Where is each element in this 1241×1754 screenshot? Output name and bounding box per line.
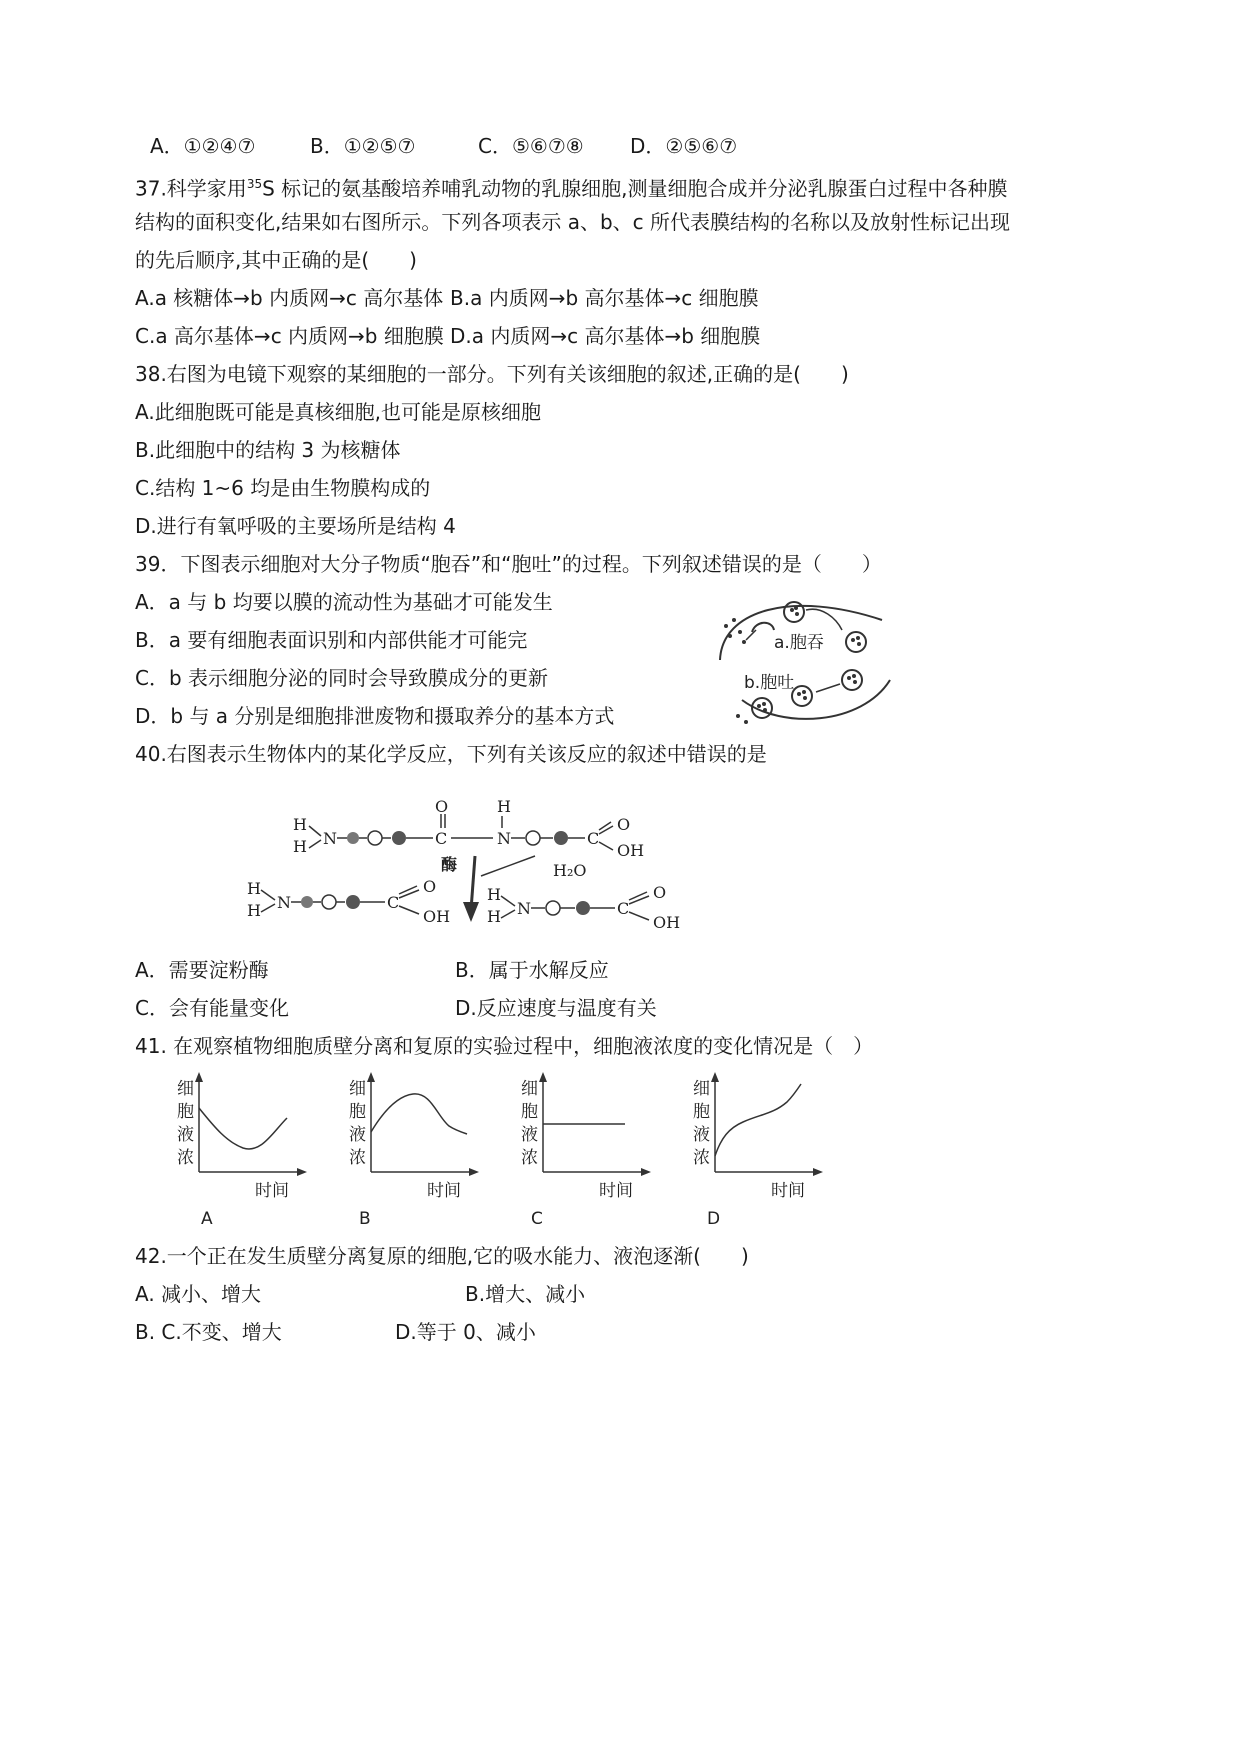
q39-option-c: C．b 表示细胞分泌的同时会导致膜成分的更新 (135, 666, 549, 690)
graph-d-ylabel-2: 胞 (693, 1102, 710, 1122)
bl-c: C (387, 893, 400, 912)
top-h3: H (497, 800, 511, 816)
q38-option-a: A.此细胞既可能是真核细胞,也可能是原核细胞 (135, 400, 542, 424)
graph-c (521, 1072, 651, 1229)
br-n: N (517, 899, 531, 918)
graph-b-ylabel-4: 浓 (349, 1148, 366, 1168)
q40-option-b: B．属于水解反应 (455, 958, 609, 982)
graph-a-ylabel-4: 浓 (177, 1148, 194, 1168)
graph-d-ylabel-3: 液 (693, 1125, 710, 1145)
q36-option-c: C．⑤⑥⑦⑧ (478, 134, 584, 158)
q38-option-b: B.此细胞中的结构 3 为核糖体 (135, 438, 401, 462)
q41-stem: 41. 在观察植物细胞质壁分离和复原的实验过程中，细胞液浓度的变化情况是（ ） (135, 1034, 874, 1058)
bl-h2: H (247, 901, 261, 920)
q42-option-c: B. C.不变、增大 (135, 1320, 282, 1344)
q40-option-d: D.反应速度与温度有关 (455, 996, 657, 1020)
graph-c-xlabel: 时间 (599, 1181, 633, 1201)
graph-c-label: C (531, 1209, 543, 1229)
q38-stem: 38.右图为电镜下观察的某细胞的一部分。下列有关该细胞的叙述,正确的是( ) (135, 362, 849, 386)
top-oh: OH (617, 841, 645, 860)
q39-option-b: B．a 要有细胞表面识别和内部供能才可能完 (135, 628, 528, 652)
q42-stem: 42.一个正在发生质壁分离复原的细胞,它的吸水能力、液泡逐渐( ) (135, 1244, 749, 1268)
br-h1: H (487, 885, 501, 904)
enzyme-label: 酶 (441, 855, 458, 874)
q40-option-a: A．需要淀粉酶 (135, 958, 269, 982)
top-n2: N (497, 829, 511, 848)
graph-d-ylabel-1: 细 (693, 1079, 710, 1099)
br-h2: H (487, 907, 501, 926)
q37-stem-prefix: 37.科学家用 (135, 176, 247, 201)
q37-option-a: A.a 核糖体→b 内质网→c 高尔基体 (135, 286, 444, 310)
bl-oh: OH (423, 907, 451, 926)
dipeptide-hydrolysis-figure (235, 800, 715, 950)
q41-graphs (165, 1072, 905, 1252)
graph-c-ylabel-3: 液 (521, 1125, 538, 1145)
q37-stem-line3: 的先后顺序,其中正确的是( ) (135, 248, 417, 272)
graph-a-ylabel-3: 液 (177, 1125, 194, 1145)
endocytosis-exocytosis-figure (712, 590, 902, 730)
br-o: O (653, 883, 667, 902)
bl-n: N (277, 893, 291, 912)
top-o2: O (617, 815, 631, 834)
q40-stem: 40.右图表示生物体内的某化学反应，下列有关该反应的叙述中错误的是 (135, 742, 767, 766)
top-h1: H (293, 815, 307, 834)
graph-d-xlabel: 时间 (771, 1181, 805, 1201)
bl-h1: H (247, 879, 261, 898)
graph-c-ylabel-4: 浓 (521, 1148, 538, 1168)
endocytosis-label: a.胞吞 (774, 633, 824, 653)
q39-stem: 39．下图表示细胞对大分子物质“胞吞”和“胞吐”的过程。下列叙述错误的是（ ） (135, 552, 882, 576)
graph-a-xlabel: 时间 (255, 1181, 289, 1201)
water-label: H₂O (553, 861, 587, 880)
br-c: C (617, 899, 630, 918)
graph-b-ylabel-1: 细 (349, 1079, 366, 1099)
q39-option-d: D．b 与 a 分别是细胞排泄废物和摄取养分的基本方式 (135, 704, 615, 728)
graph-a-label: A (201, 1209, 213, 1229)
top-h2: H (293, 837, 307, 856)
exocytosis-label: b.胞吐 (744, 673, 795, 693)
q42-option-a: A. 减小、增大 (135, 1282, 262, 1306)
graph-c-ylabel-2: 胞 (521, 1102, 538, 1122)
graph-c-ylabel-1: 细 (521, 1079, 538, 1099)
graph-b-ylabel-2: 胞 (349, 1102, 366, 1122)
top-c2: C (587, 829, 600, 848)
graph-d-label: D (707, 1209, 721, 1229)
graph-a-ylabel-2: 胞 (177, 1102, 194, 1122)
top-o1: O (435, 800, 449, 816)
graph-b-ylabel-3: 液 (349, 1125, 366, 1145)
top-n1: N (323, 829, 337, 848)
q37-option-d: D.a 内质网→c 高尔基体→b 细胞膜 (450, 324, 761, 348)
bl-o: O (423, 877, 437, 896)
q38-option-d: D.进行有氧呼吸的主要场所是结构 4 (135, 514, 456, 538)
q36-option-d: D．②⑤⑥⑦ (630, 134, 738, 158)
graph-b (349, 1072, 479, 1229)
q39-option-a: A．a 与 b 均要以膜的流动性为基础才可能发生 (135, 590, 553, 614)
graph-d (693, 1072, 823, 1229)
q36-option-a: A．①②④⑦ (150, 134, 256, 158)
graph-a-ylabel-1: 细 (177, 1079, 194, 1099)
q37-stem-text: S 标记的氨基酸培养哺乳动物的乳腺细胞,测量细胞合成并分泌乳腺蛋白过程中各种膜 (262, 176, 1008, 201)
q40-option-c: C．会有能量变化 (135, 996, 289, 1020)
top-c1: C (435, 829, 448, 848)
q37-isotope-superscript: 35 (246, 177, 263, 191)
graph-a (177, 1072, 307, 1229)
q42-option-d: D.等于 0、减小 (395, 1320, 536, 1344)
graph-d-ylabel-4: 浓 (693, 1148, 710, 1168)
graph-b-xlabel: 时间 (427, 1181, 461, 1201)
q37-option-b: B.a 内质网→b 高尔基体→c 细胞膜 (450, 286, 759, 310)
q38-option-c: C.结构 1~6 均是由生物膜构成的 (135, 476, 431, 500)
q36-option-b: B．①②⑤⑦ (310, 134, 416, 158)
graph-b-label: B (359, 1209, 371, 1229)
q37-stem-line1 (135, 171, 1008, 202)
q37-option-c: C.a 高尔基体→c 内质网→b 细胞膜 (135, 324, 444, 348)
q42-option-b: B.增大、减小 (465, 1282, 586, 1306)
q37-stem-line2: 结构的面积变化,结果如右图所示。下列各项表示 a、b、c 所代表膜结构的名称以及放射性标记出现 (135, 210, 1011, 234)
br-oh: OH (653, 913, 681, 932)
